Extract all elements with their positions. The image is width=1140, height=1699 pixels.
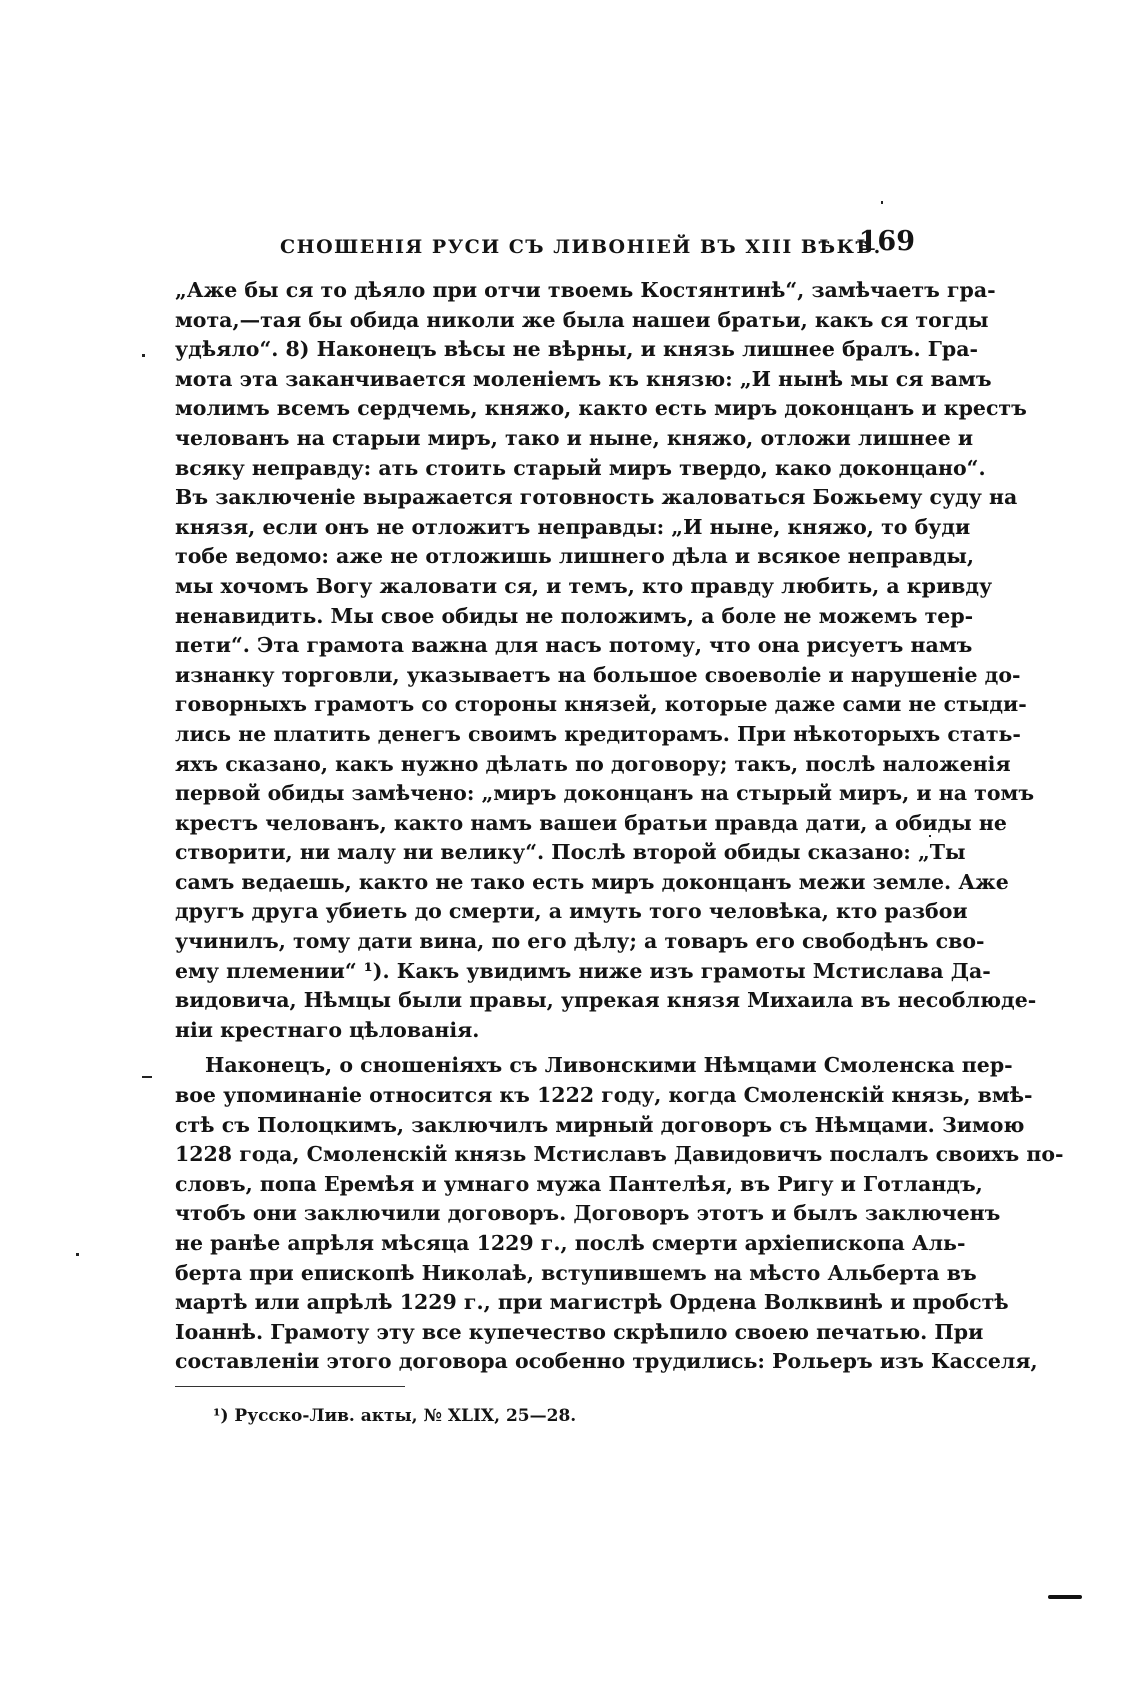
text-line: молимъ всемъ сердчемь, княжо, както есть миръ доконцанъ и крестъ [175,396,1027,421]
text-line: лись не платить денегъ своимъ кредиторамъ. При нѣкоторыхъ стать- [175,721,1021,746]
text-line: изнанку торговли, указываетъ на большое своеволіе и нарушеніе до- [175,662,1021,687]
text-line: створити, ни малу ни велику“. Послѣ второй обиды сказано: „Ты [175,840,966,865]
text-line: берта при епископѣ Николаѣ, вступившемъ на мѣсто Альберта въ [175,1260,977,1285]
text-line: удѣяло“. 8) Наконецъ вѣсы не вѣрны, и князь лишнее бралъ. Гра- [175,337,979,362]
text-line: чтобъ они заключили договоръ. Договоръ этотъ и былъ заключенъ [175,1201,1001,1226]
text-line: первой обиды замѣчено: „миръ доконцанъ на стырый миръ, и на томъ [175,781,1035,806]
body-text [175,276,1064,1377]
text-line: мота,—тая бы обида николи же была нашеи братьи, какъ ся тогды [175,307,989,332]
text-line: самъ ведаешь, както не тако есть миръ доконцанъ межи земле. Аже [175,869,1009,894]
text-line: яхъ сказано, какъ нужно дѣлать по договору; такъ, послѣ наложенія [175,751,1011,776]
text-line: Наконецъ, о сношеніяхъ съ Ливонскими Нѣмцами Смоленска пер- [205,1053,1013,1078]
text-line: учинилъ, тому дати вина, по его дѣлу; а товаръ его свободѣнъ сво- [175,929,985,954]
margin-dot [142,354,145,357]
text-line: Въ заключеніе выражается готовность жаловаться Божьему суду на [175,485,1018,510]
margin-dash [1048,1595,1082,1599]
paragraph-1 [175,276,1037,1045]
footnote-rule [175,1386,405,1387]
page-number: 169 [858,226,915,257]
text-line: говорныхъ грамотъ со стороны князей, которые даже сами не стыди- [175,692,1027,717]
text-line: „Аже бы ся то дѣяло при отчи твоемь Костянтинѣ“, замѣчаетъ гра- [175,278,996,302]
text-line: мартѣ или апрѣлѣ 1229 г., при магистрѣ Ордена Волквинѣ и пробстѣ [175,1290,1009,1315]
text-line: крестъ челованъ, както намъ вашеи братьи правда дати, а обиды не [175,810,1007,835]
running-head [175,226,915,266]
footnote: ¹) Русско-Лив. акты, № XLIX, 25—28. [213,1406,577,1426]
running-title: СНОШЕНІЯ РУСИ СЪ ЛИВОНІЕЙ ВЪ XIII ВѢКѢ. [280,236,882,258]
text-line: стѣ съ Полоцкимъ, заключилъ мирный договоръ съ Нѣмцами. Зимою [175,1112,1025,1137]
text-line: 1228 года, Смоленскій князь Мстиславъ Давидовичъ послалъ своихъ по- [175,1142,1064,1167]
text-line: другъ друга убиеть до смерти, а имуть того человѣка, кто разбои [175,899,968,924]
text-line: челованъ на старыи миръ, тако и нынe, княжо, отложи лишнее и [175,425,974,450]
text-line: ненавидить. Мы свое обиды не положимъ, а боле не можемъ тер- [175,603,974,628]
text-line: видовича, Нѣмцы были правы, упрекая князя Михаила въ несоблюде- [175,988,1037,1013]
text-line: всяку неправду: ать стоить старый миръ твердо, како доконцано“. [175,455,986,480]
text-line: мы хочомъ Вогу жаловати ся, и темъ, кто правду любить, а кривду [175,573,993,598]
text-line: тобе ведомо: аже не отложишь лишнего дѣла и всякое неправды, [175,544,975,569]
text-line: словъ, попа Еремѣя и умнаго мужа Пантелѣя, въ Ригу и Готландъ, [175,1171,983,1196]
text-line: вое упоминаніе относится къ 1222 году, когда Смоленскій князь, вмѣ- [175,1083,1033,1108]
text-line: не ранѣе апрѣля мѣсяца 1229 г., послѣ смерти архіепископа Аль- [175,1231,966,1255]
paragraph-2 [175,1051,1064,1377]
text-line: пети“. Эта грамота важна для насъ потому, что она рисуетъ намъ [175,633,973,658]
text-line: составленіи этого договора особенно трудились: Рольеръ изъ Касселя, [175,1349,1038,1374]
text-line: мота эта заканчивается моленіемъ къ князю: „И нынѣ мы ся вамъ [175,366,992,391]
text-line: князя, если онъ не отложитъ неправды: „И нынe, княжо, то буди [175,514,971,539]
text-line: ему племении“ ¹). Какъ увидимъ ниже изъ грамоты Мстислава Да- [175,958,991,983]
margin-dot [881,201,883,204]
margin-tick [142,1076,152,1078]
margin-dot [929,835,931,837]
text-line: Іоаннѣ. Грамоту эту все купечество скрѣпило своею печатью. При [175,1319,984,1344]
text-line: ніи крестнаго цѣлованія. [175,1017,480,1042]
margin-dot [76,1253,79,1256]
